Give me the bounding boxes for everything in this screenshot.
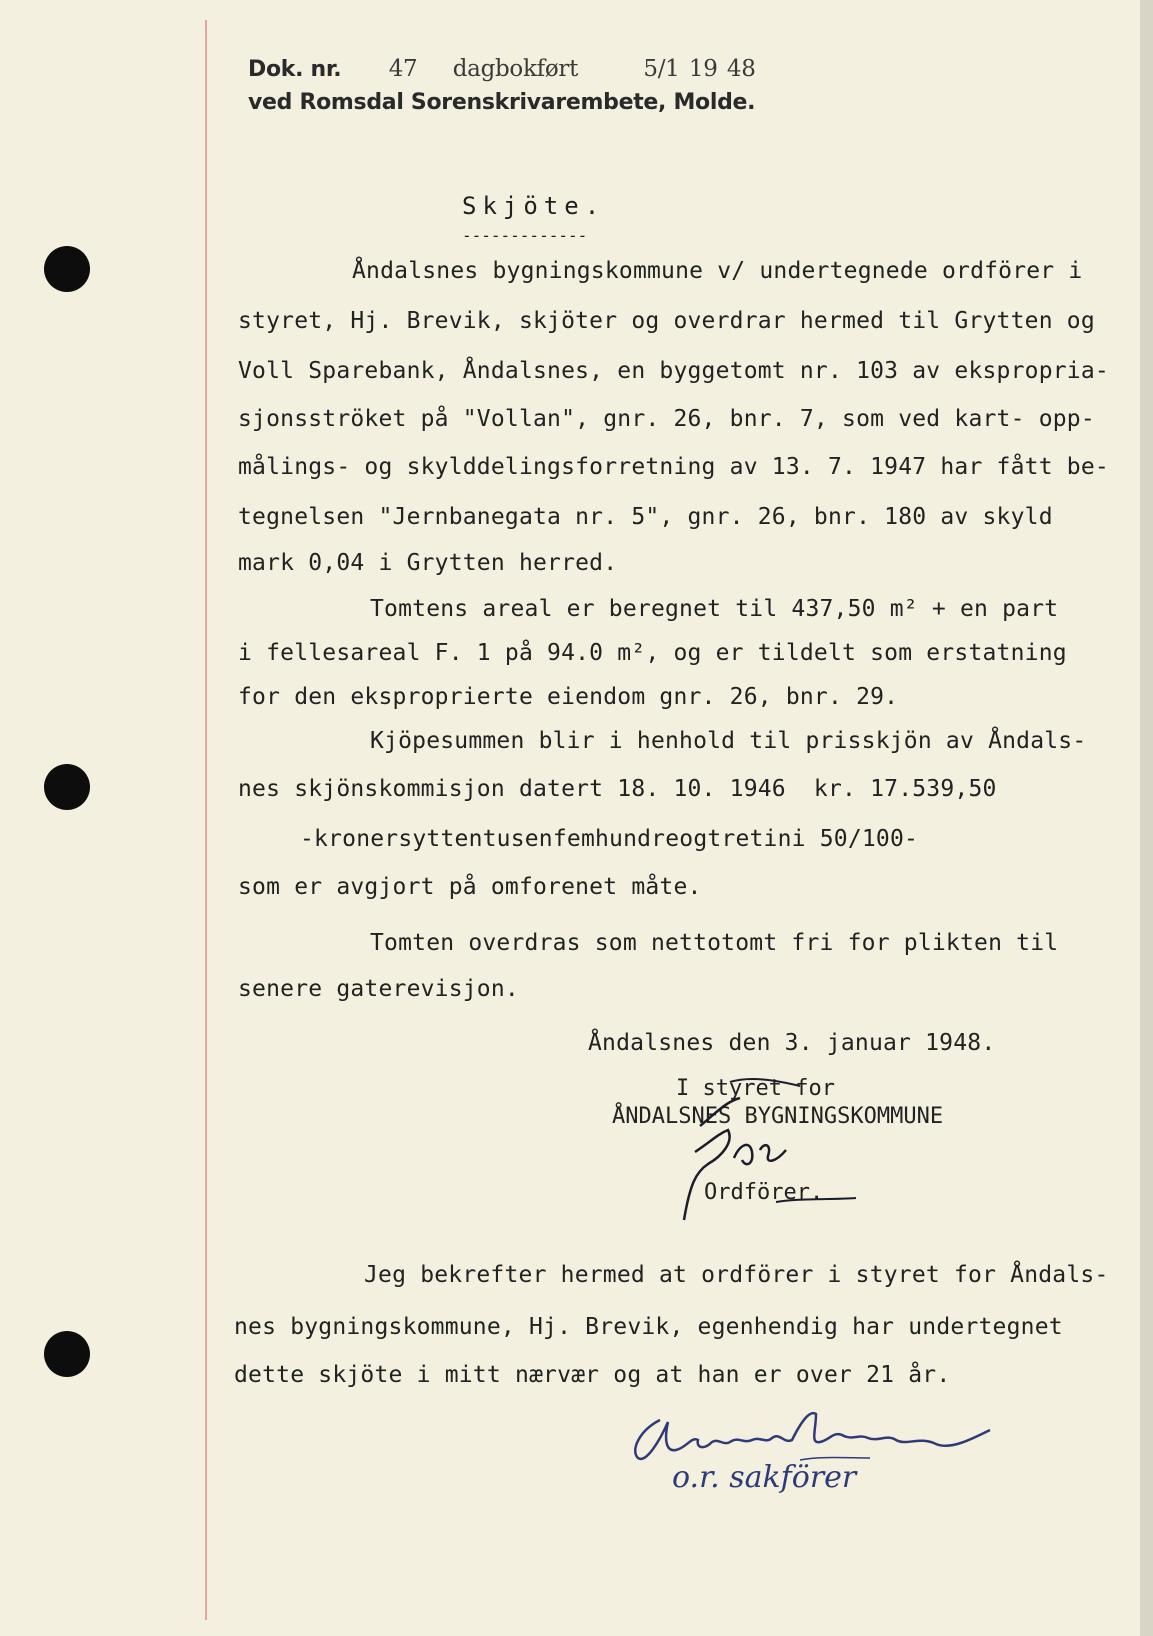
body-line: målings- og skylddelingsforretning av 13. 7. 1947 har fått be- bbox=[238, 454, 1109, 480]
title-underline: ------------- bbox=[462, 226, 588, 245]
stamp-date: 5/1 bbox=[643, 56, 680, 82]
body-line: Kjöpesummen blir i henhold til prisskjön av Åndals- bbox=[370, 728, 1087, 754]
body-line: sjonsströket på "Vollan", gnr. 26, bnr. 7, som ved kart- opp- bbox=[238, 406, 1095, 432]
registration-stamp-line1 bbox=[248, 56, 756, 82]
body-line: som er avgjort på omforenet måte. bbox=[238, 874, 702, 900]
confirmation-line: nes bygningskommune, Hj. Brevik, egenhendig har undertegnet bbox=[234, 1314, 1063, 1340]
signature-municipality-line: ÅNDALSNES BYGNINGSKOMMUNE bbox=[612, 1104, 944, 1129]
registration-stamp-office: ved Romsdal Sorenskrivarembete, Molde. bbox=[248, 90, 756, 115]
confirmation-line: Jeg bekrefter hermed at ordförer i styret for Åndals- bbox=[364, 1262, 1109, 1288]
dagbokfort-label: dagbokført bbox=[452, 56, 579, 82]
signature-role: Ordförer. bbox=[704, 1180, 824, 1205]
body-line: Voll Sparebank, Åndalsnes, en byggetomt nr. 103 av ekspropria- bbox=[238, 358, 1109, 384]
place-date-line: Åndalsnes den 3. januar 1948. bbox=[588, 1030, 996, 1056]
body-line: Tomtens areal er beregnet til 437,50 m² + en part bbox=[370, 596, 1059, 622]
stamp-year-prefix: 19 bbox=[688, 56, 718, 82]
confirmation-line: dette skjöte i mitt nærvær og at han er over 21 år. bbox=[234, 1362, 951, 1388]
stamp-year-suffix: 48 bbox=[726, 56, 756, 82]
body-line: for den eksproprierte eiendom gnr. 26, bnr. 29. bbox=[238, 684, 899, 710]
body-line: nes skjönskommisjon datert 18. 10. 1946 kr. 17.539,50 bbox=[238, 776, 997, 802]
dok-number: 47 bbox=[388, 56, 418, 82]
body-line: Åndalsnes bygningskommune v/ undertegnede ordförer i bbox=[352, 258, 1083, 284]
body-line: tegnelsen "Jernbanegata nr. 5", gnr. 26, bnr. 180 av skyld bbox=[238, 504, 1053, 530]
body-line: i fellesareal F. 1 på 94.0 m², og er tildelt som erstatning bbox=[238, 640, 1067, 666]
margin-rule bbox=[205, 20, 207, 1620]
dok-label: Dok. nr. bbox=[248, 57, 342, 82]
punch-hole-middle bbox=[44, 764, 90, 810]
punch-hole-top bbox=[44, 246, 90, 292]
body-line: -kronersyttentusenfemhundreogtretini 50/100- bbox=[300, 826, 919, 852]
mayor-signature-graphic bbox=[600, 1072, 880, 1232]
witness-role: o.r. sakförer bbox=[672, 1460, 857, 1495]
body-line: Tomten overdras som nettotomt fri for plikten til bbox=[370, 930, 1059, 956]
body-line: senere gaterevisjon. bbox=[238, 976, 519, 1002]
document-title: Skjöte. bbox=[462, 192, 606, 220]
body-line: styret, Hj. Brevik, skjöter og overdrar hermed til Grytten og bbox=[238, 308, 1095, 334]
punch-hole-bottom bbox=[44, 1331, 90, 1377]
signature-board-line: I styret for bbox=[676, 1076, 835, 1101]
body-line: mark 0,04 i Grytten herred. bbox=[238, 550, 618, 576]
